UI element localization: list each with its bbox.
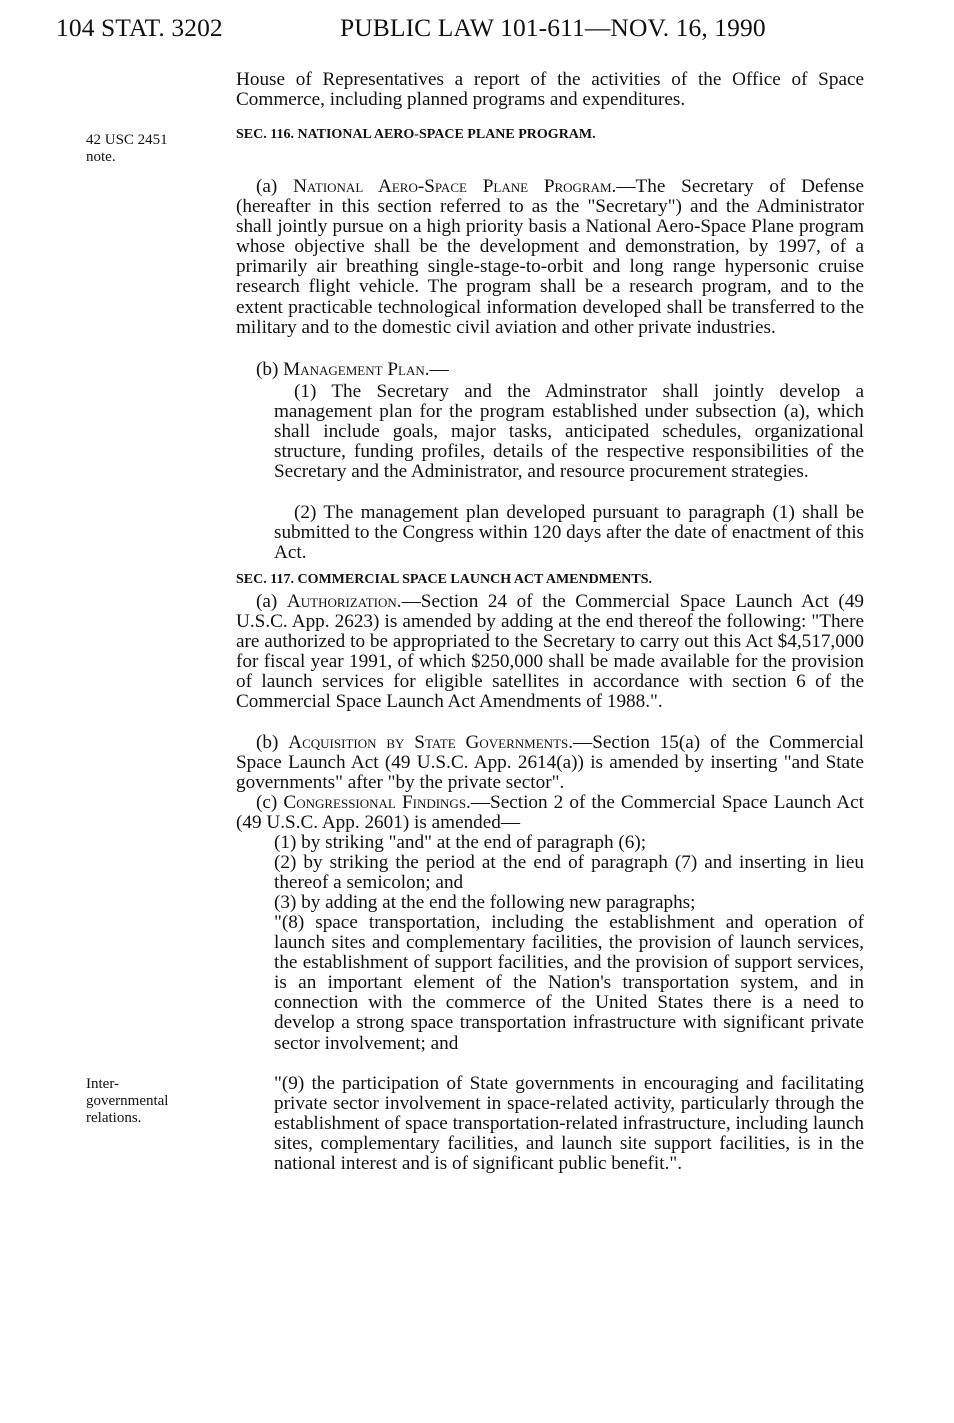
subsection-title: Authorization. <box>286 591 402 612</box>
paragraph-text: "(8) space transportation, including the establishment and operation of launch sites and complementary facilities, the provision of launch services, the establishment of support facilities, and the provision of support services, is an important element of the Nation's transportation system, and in connection with the commerce of the United States there is a need to develop a strong space transportation infrastructure with significant private sector involvement; and <box>274 912 864 1054</box>
paragraph-continuation <box>236 70 864 110</box>
subsection-title: Management Plan. <box>283 359 430 380</box>
subsection-label: (c) <box>256 792 284 813</box>
subsection-text <box>236 592 864 713</box>
paragraph-text: House of Representatives a report of the activities of the Office of Space Commerce, including planned programs and expenditures. <box>236 69 864 111</box>
subsection-116-b <box>236 360 864 380</box>
subsection-text <box>236 360 864 380</box>
section-heading-text: SEC. 117. COMMERCIAL SPACE LAUNCH ACT AMENDMENTS. <box>236 572 653 587</box>
subsection-117-a <box>236 592 864 713</box>
subsection-label: (a) <box>256 591 287 612</box>
subsection-text <box>236 733 864 793</box>
section-heading-117 <box>236 570 864 590</box>
paragraph-text: (1) by striking "and" at the end of paragraph (6); <box>274 832 647 853</box>
paragraph-117-c-1 <box>236 833 864 853</box>
paragraph-text: (3) by adding at the end the following new paragraphs; <box>274 892 696 913</box>
paragraph-117-c-8 <box>236 913 864 1054</box>
subsection-117-b <box>236 733 864 793</box>
page-header-stat: 104 STAT. 3202 <box>56 13 223 42</box>
section-heading-text: SEC. 116. NATIONAL AERO-SPACE PLANE PROGRAM. <box>236 127 596 142</box>
subsection-body: —Section 15(a) of the Commercial Space Launch Act (49 U.S.C. App. 2614(a)) is amended by inserting "and State governments" after "by the private sector". <box>236 732 865 794</box>
subsection-body: —Section 2 of the Commercial Space Launch Act (49 U.S.C. App. 2601) is amended— <box>236 792 865 834</box>
paragraph-text: (2) The management plan developed pursuant to paragraph (1) shall be submitted to the Congress within 120 days after the date of enactment of this Act. <box>274 502 864 564</box>
margin-note-usc-line: 42 USC 2451 <box>86 132 168 148</box>
margin-note-intergovernmental <box>86 1076 226 1127</box>
margin-note-usc-note: note. <box>86 149 116 165</box>
subsection-title: Congressional Findings. <box>283 792 471 813</box>
paragraph-text: (1) The Secretary and the Adminstrator shall jointly develop a management plan for the program established under subsection (a), which shall include goals, major tasks, anticipated schedules, organizational structure, funding profiles, details of the respective responsibilities of the Secretary and the Administrator, and resource procurement strategies. <box>274 381 864 483</box>
margin-note-inter-1: Inter- <box>86 1076 120 1092</box>
paragraph-text: "(9) the participation of State governments in encouraging and facilitating private sector involvement in space-related activity, particularly through the establishment of space transportation-related infrastructure, including launch sites, complementary facilities, and launch site support facilities, is in the national interest and is of significant public benefit.". <box>274 1073 864 1175</box>
subsection-text <box>236 793 864 833</box>
subsection-117-c <box>236 793 864 833</box>
subsection-title: National Aero-Space Plane Program. <box>293 176 617 197</box>
paragraph-text: (2) by striking the period at the end of paragraph (7) and inserting in lieu thereof a semicolon; and <box>274 852 864 894</box>
subsection-title: Acquisition by State Governments. <box>288 732 574 753</box>
margin-note-inter-2: governmental <box>86 1093 169 1109</box>
section-heading-116 <box>236 125 864 145</box>
subsection-dash: — <box>429 359 449 380</box>
page-header-law: PUBLIC LAW 101-611—NOV. 16, 1990 <box>340 13 766 42</box>
subsection-label: (b) <box>256 732 289 753</box>
subsection-text <box>236 177 864 338</box>
paragraph-117-c-2 <box>236 853 864 893</box>
margin-note-inter-3: relations. <box>86 1110 142 1126</box>
subsection-body: —Section 24 of the Commercial Space Launch Act (49 U.S.C. App. 2623) is amended by adding at the end thereof the following: "There are authorized to be appropriated to the Secretary to carry out this Act $4,517,000 for fiscal year 1991, of which $250,000 shall be made available for the provision of launch services for eligible satellites in accordance with section 6 of the Commercial Space Launch Act Amendments of 1988.". <box>236 591 865 713</box>
paragraph-117-c-3 <box>236 893 864 913</box>
margin-note-usc <box>86 132 226 166</box>
subsection-body: —The Secretary of Defense (hereafter in this section referred to as the "Secretary") and the Administrator shall jointly pursue on a high priority basis a National Aero-Space Plane program whose objective shall be the development and demonstration, by 1997, of a primarily air breathing single-stage-to-orbit and long range hypersonic cruise research flight vehicle. The program shall be a research program, and to the extent practicable technological information developed shall be transferred to the military and to the domestic civil aviation and other private industries. <box>236 176 864 338</box>
paragraph-117-c-9 <box>236 1074 864 1174</box>
paragraph-116-b-2 <box>236 503 864 563</box>
subsection-label: (b) <box>256 359 284 380</box>
subsection-116-a <box>236 177 864 338</box>
paragraph-116-b-1 <box>236 382 864 482</box>
subsection-label: (a) <box>256 176 294 197</box>
